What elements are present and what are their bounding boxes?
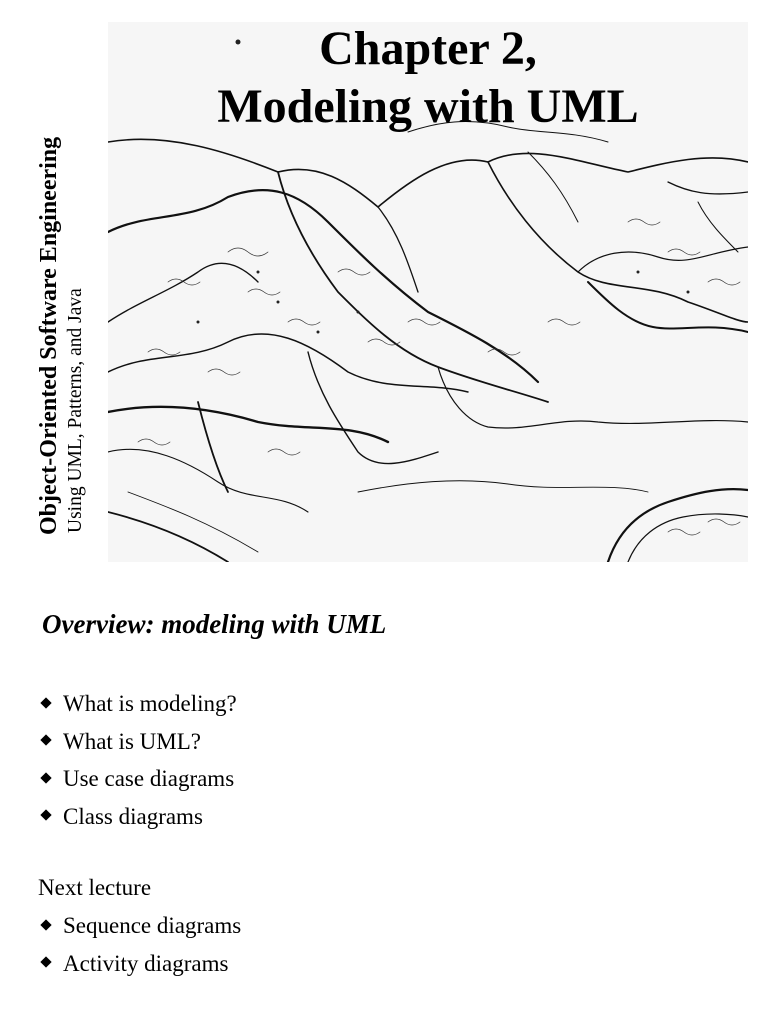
list-item <box>40 760 237 798</box>
list-item-text: Use case diagrams <box>63 766 235 791</box>
chapter-title <box>108 20 748 136</box>
overview-heading: Overview: modeling with UML <box>42 609 387 639</box>
list-item-text: Activity diagrams <box>63 950 229 976</box>
next-lecture-list <box>40 907 241 982</box>
diamond-bullet-icon <box>40 919 51 930</box>
diamond-bullet-icon <box>40 810 51 821</box>
list-item-text: Class diagrams <box>63 803 203 829</box>
chapter-title-line1: Chapter 2, <box>319 22 537 75</box>
diamond-bullet-icon <box>40 697 51 708</box>
list-item <box>40 685 237 723</box>
list-item <box>40 945 241 983</box>
diamond-bullet-icon <box>40 772 51 783</box>
book-title: Object-Oriented Software Engineering <box>36 136 62 535</box>
list-item <box>40 907 241 945</box>
list-item <box>40 723 237 761</box>
chapter-title-line2: Modeling with UML <box>217 80 639 133</box>
list-item-text: What is UML? <box>63 728 201 754</box>
diamond-bullet-icon <box>40 735 51 746</box>
diamond-bullet-icon <box>40 957 51 968</box>
list-item-text: Sequence diagrams <box>63 913 242 938</box>
book-subtitle: Using UML, Patterns, and Java <box>65 288 86 533</box>
next-lecture-label: Next lecture <box>38 875 152 900</box>
book-spine <box>30 35 100 535</box>
overview-list <box>40 685 237 835</box>
list-item <box>40 798 237 836</box>
list-item-text: What is modeling? <box>63 691 237 716</box>
